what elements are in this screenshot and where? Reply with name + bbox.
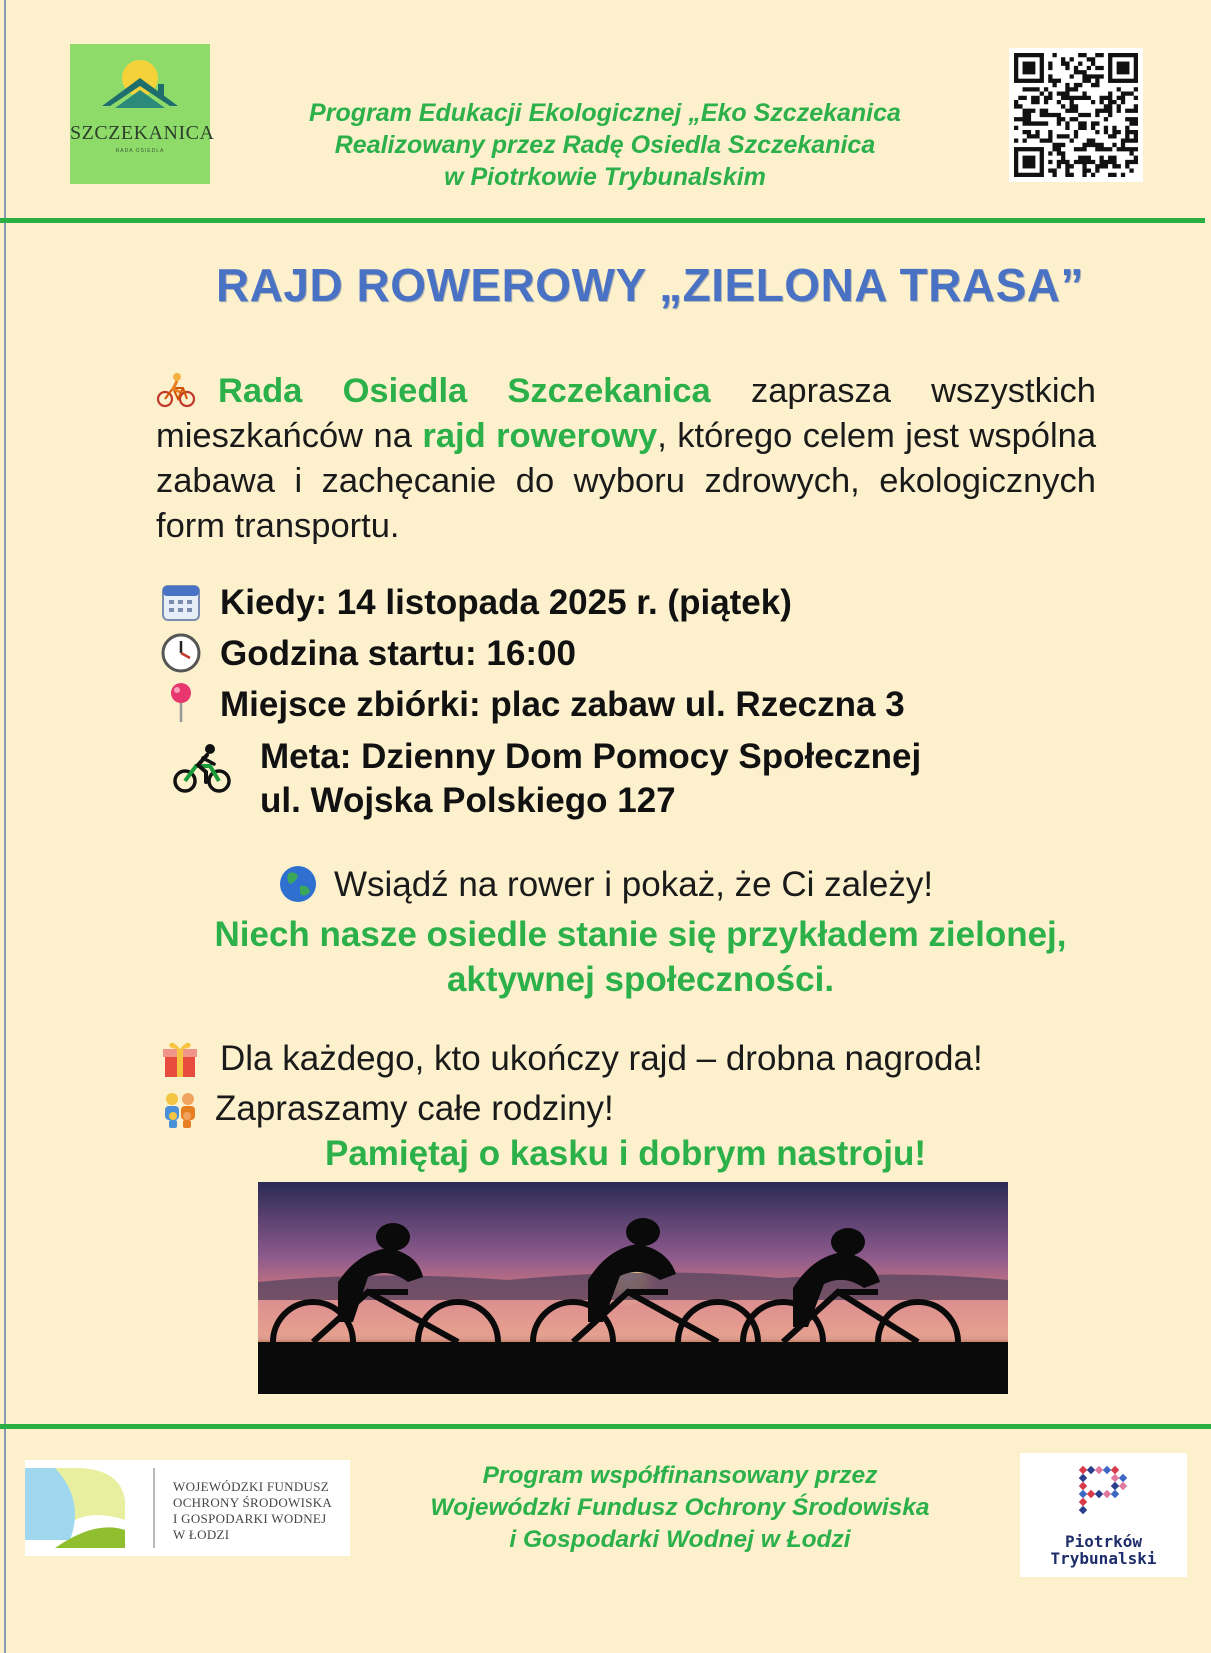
program-line: Program Edukacji Ekologicznej „Eko Szczekanica — [309, 99, 901, 127]
intro-text-2: , którego celem jest wspólna zabawa i zachęcanie do wyboru zdrowych, ekologicznych form transportu. — [156, 417, 1097, 545]
pledge-text: Wsiądź na rower i pokaż, że Ci zależy! — [333, 865, 934, 904]
program-header — [230, 97, 980, 193]
organizer-name: Rada Osiedla Szczekanica — [218, 372, 711, 410]
green-community-message — [0, 912, 1211, 1002]
funding-note — [380, 1460, 980, 1556]
wfos-line: OCHRONY ŚRODOWISKA — [173, 1495, 333, 1510]
pledge-line — [0, 864, 1211, 905]
logo-divider — [153, 1468, 155, 1548]
clock-icon — [160, 632, 202, 674]
wfos-line: I GOSPODARKI WODNEJ — [173, 1511, 327, 1526]
header-divider — [0, 218, 1205, 223]
funding-line: i Gospodarki Wodnej w Łodzi — [509, 1526, 851, 1553]
wfos-logo — [25, 1460, 350, 1556]
message-line: Niech nasze osiedle stanie się przykładem zielonej, — [214, 915, 1067, 954]
start-time: Godzina startu: 16:00 — [220, 634, 576, 673]
family-invite-text: Zapraszamy całe rodziny! — [215, 1089, 614, 1128]
city-line: Piotrków — [1064, 1532, 1143, 1551]
city-name — [1020, 1533, 1187, 1567]
house-sun-icon — [70, 44, 215, 184]
intro-paragraph — [156, 369, 1096, 549]
gift-icon — [160, 1039, 200, 1079]
piotrkow-logo — [1020, 1453, 1187, 1577]
event-highlight: rajd rowerowy — [422, 417, 658, 455]
globe-icon — [278, 864, 318, 904]
finish-line-1: Meta: Dzienny Dom Pomocy Społecznej — [260, 737, 922, 776]
page-left-border — [4, 0, 6, 1653]
finish-line-2: ul. Wojska Polskiego 127 — [260, 781, 676, 820]
bicycle-icon — [172, 742, 232, 794]
logo-subtitle: RADA OSIEDLA — [115, 148, 165, 154]
wfos-name — [173, 1479, 332, 1543]
program-line: Realizowany przez Radę Osiedla Szczekanica — [334, 131, 876, 159]
footer-divider — [0, 1424, 1211, 1429]
intro-text-1: zaprasza wszystkich mieszkańców na — [156, 372, 1096, 455]
piotrkow-logo-mark — [1074, 1465, 1134, 1515]
calendar-icon — [160, 581, 202, 623]
message-line: aktywnej społeczności. — [446, 960, 835, 999]
pin-icon — [160, 681, 202, 723]
funding-line: Program współfinansowany przez — [482, 1462, 878, 1489]
szczekanica-logo — [70, 44, 215, 184]
city-line: Trybunalski — [1050, 1549, 1157, 1568]
helmet-reminder: Pamiętaj o kasku i dobrym nastroju! — [325, 1134, 926, 1173]
cyclist-emoji-icon — [156, 372, 196, 408]
prize-text: Dla każdego, kto ukończy rajd – drobna nagroda! — [220, 1039, 983, 1078]
qr-code[interactable] — [1009, 48, 1143, 182]
wfos-logo-mark — [25, 1460, 150, 1556]
event-date: Kiedy: 14 listopada 2025 r. (piątek) — [220, 583, 792, 622]
logo-name: SZCZEKANICA — [70, 122, 215, 144]
page-title: RAJD ROWEROWY „ZIELONA TRASA” — [215, 259, 1085, 311]
cyclists-sunset-photo — [258, 1182, 1008, 1394]
wfos-line: WOJEWÓDZKI FUNDUSZ — [173, 1479, 329, 1494]
meeting-place: Miejsce zbiórki: plac zabaw ul. Rzeczna 3 — [220, 685, 905, 724]
funding-line: Wojewódzki Fundusz Ochrony Środowiska — [430, 1494, 930, 1521]
wfos-line: W ŁODZI — [173, 1527, 230, 1542]
family-icon — [160, 1089, 200, 1129]
program-line: w Piotrkowie Trybunalskim — [444, 163, 766, 191]
